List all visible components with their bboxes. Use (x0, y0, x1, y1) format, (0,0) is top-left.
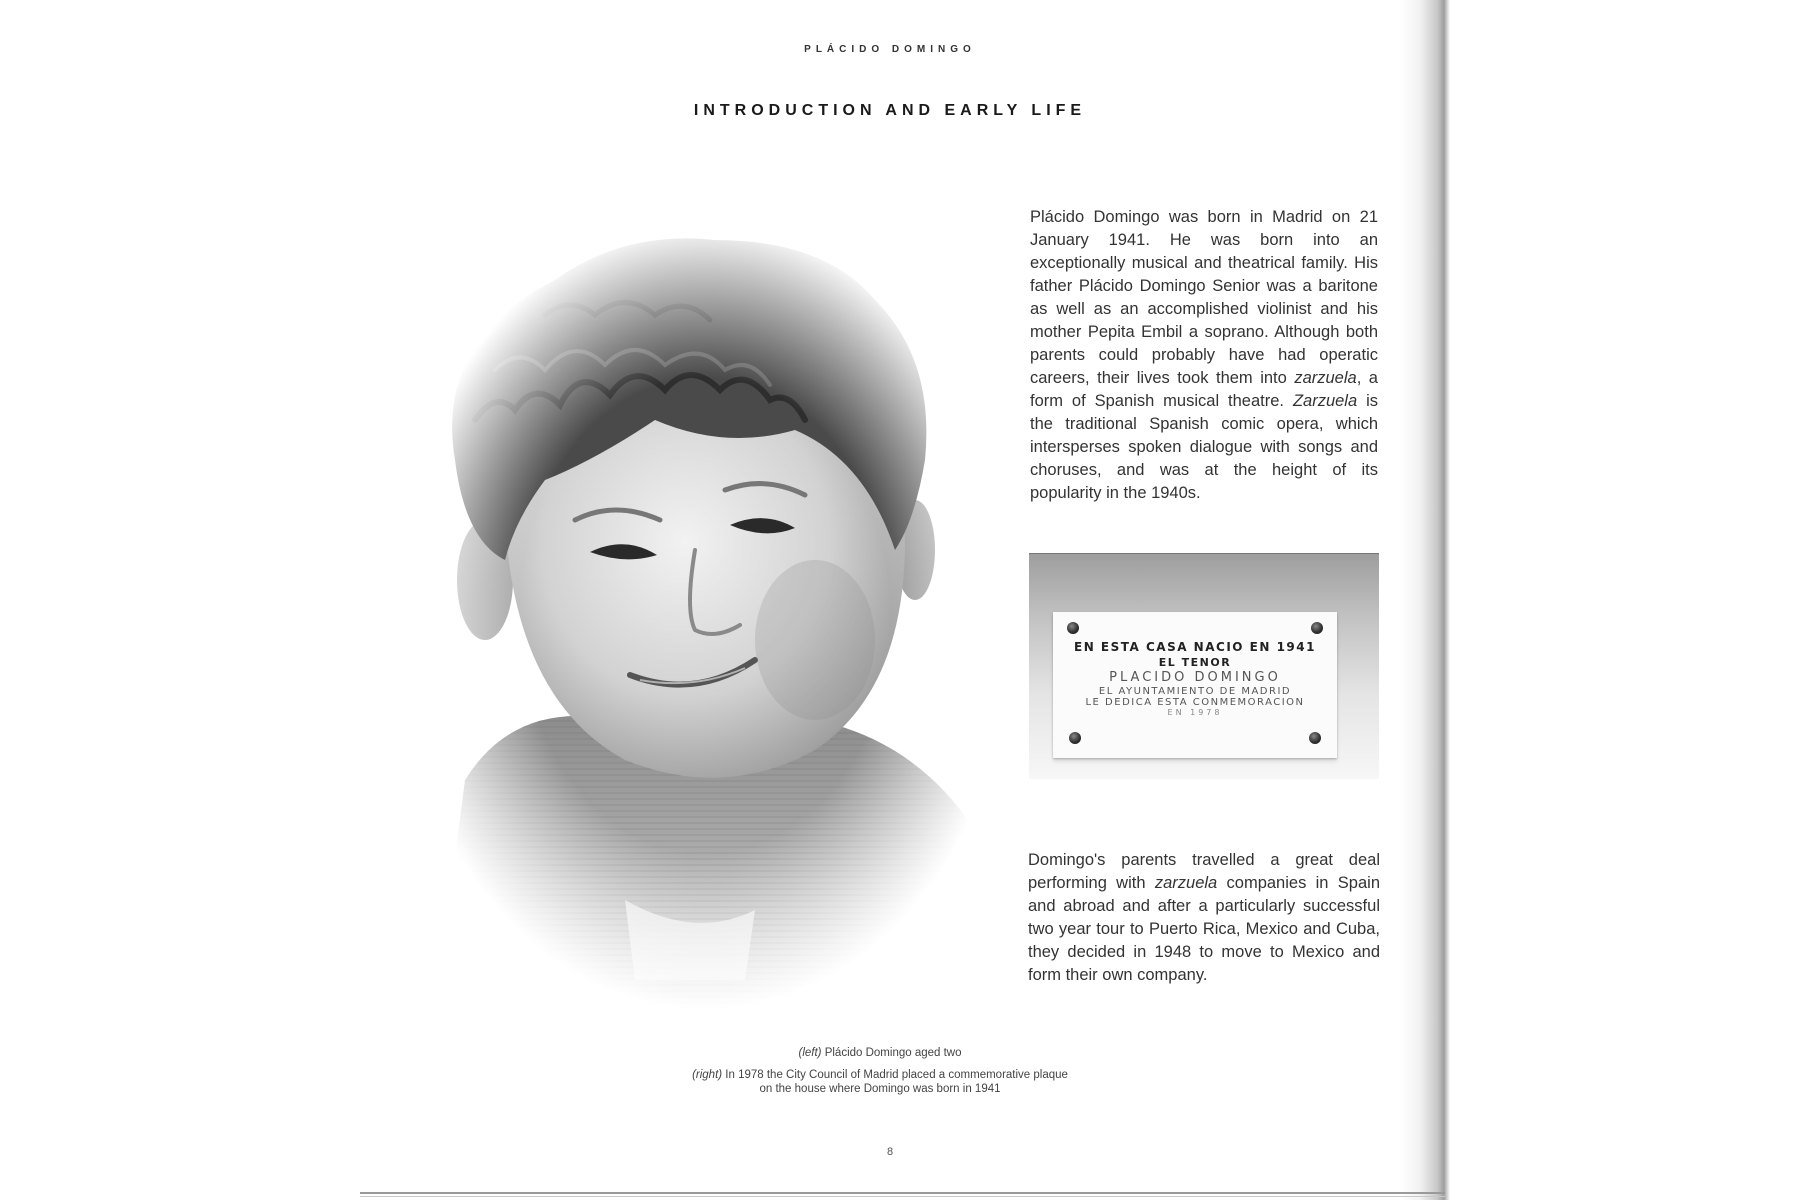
screw-icon (1311, 622, 1323, 634)
page-bottom-edge (360, 1192, 1445, 1194)
running-head: PLÁCIDO DOMINGO (804, 44, 976, 55)
plaque-line: LE DEDICA ESTA CONMEMORACION (1085, 697, 1305, 708)
plaque-line: EL TENOR (1158, 656, 1232, 669)
plaque-line: EL AYUNTAMIENTO DE MADRID (1098, 686, 1292, 697)
caption-right: (right) In 1978 the City Council of Madrid placed a commemorative plaque on the house where Domingo was born in 1941 (692, 1069, 1068, 1095)
facing-page-edge (1450, 0, 1800, 1200)
caption-left: (left) Plácido Domingo aged two (798, 1047, 962, 1059)
plaque-line: EN ESTA CASA NACIO EN 1941 (1074, 640, 1316, 654)
screw-icon (1309, 732, 1321, 744)
plaque-photo (1029, 553, 1379, 779)
portrait-photo (395, 220, 1015, 1010)
plaque-line: EN 1978 (1167, 708, 1223, 717)
screw-icon (1069, 732, 1081, 744)
screw-icon (1067, 622, 1079, 634)
second-paragraph: Domingo's parents travelled a great deal performing with zarzuela companies in Spain and abroad and after a particularly successful two year tour to Puerto Rica, Mexico and Cuba, they decided in 1948 to move to Mexico and form their own company. (1028, 851, 1380, 984)
page-number: 8 (886, 1146, 894, 1158)
section-title: INTRODUCTION AND EARLY LIFE (693, 102, 1087, 119)
page-bottom-edge-inner (360, 1196, 1445, 1197)
book-spine-shadow (1400, 0, 1450, 1200)
italic-term: zarzuela (1294, 369, 1357, 387)
commemorative-plaque (1053, 612, 1337, 758)
italic-term: zarzuela (1154, 874, 1218, 892)
plaque-line: PLACIDO DOMINGO (1109, 670, 1281, 685)
intro-paragraph: Plácido Domingo was born in Madrid on 21 January 1941. He was born into an exceptionally musical and theatrical family. His father Plácido Domingo Senior was a baritone as well as an accomplished violinist and his mother Pepita Embil a soprano. Although both parents could probably have had operatic careers, their lives took them into zarzuela, a form of Spanish musical theatre. Zarzuela is the traditional Spanish comic opera, which intersperses spoken dialogue with songs and choruses, and was at the height of its popularity in the 1940s. (1030, 208, 1378, 502)
italic-term: Zarzuela (1292, 392, 1358, 410)
